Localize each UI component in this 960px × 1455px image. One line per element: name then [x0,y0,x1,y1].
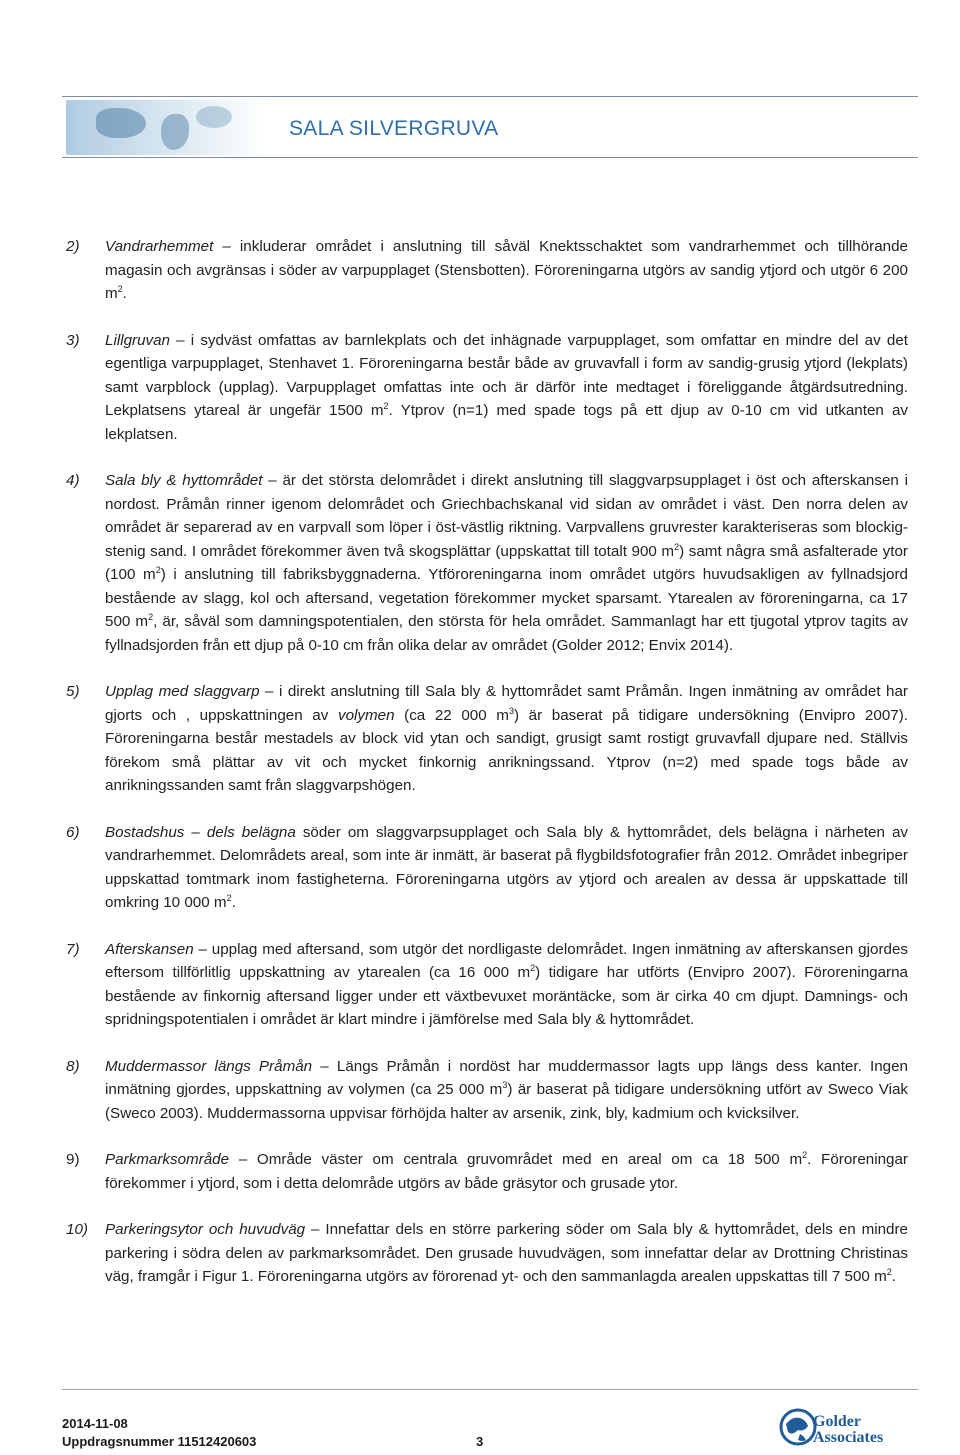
item-text: – Innefattar dels en större parkering söder om Sala bly & hyttområdet, dels en mindre parkering i södra delen av parkmarksområdet. Den grusade huvudvägen, som innefattar delar av Drottning Christinas väg, framgår i Figur 1. Föroreningarna utgörs av förorenad yt- och den sammanlagda arealen uppskattas till 7 500 m [105,1221,908,1285]
item-text: . [891,1268,896,1285]
globe-icon [778,1406,818,1448]
superscript: 2 [117,284,123,294]
item-title: Sala bly & hyttområdet [105,472,263,489]
list-item-6 [66,821,908,915]
list-item-10 [66,1218,908,1289]
item-text: söder om slaggvarpsupplaget och Sala bly & hyttområdet, dels belägna i närheten av vandrarhemmet. Delområdets areal, som inte är inmätt, är baserat på flygbildsfotografier från 2012. Området inbegriper uppskattad tomtmark inom fastigheterna. Föroreningarna utgörs av ytjord och arealen av dessa är uppskattade till omkring 10 000 m [105,823,908,911]
golder-logo [778,1404,908,1450]
footer-rule [62,1389,918,1390]
logo-line-2: Associates [813,1429,884,1446]
map-landmass [196,106,232,128]
item-text: – i sydväst omfattas av barnlekplats och det inhägnade varpupplaget, som omfattar en mindre del av det egentliga varpupplaget, Stenhavet 1. Föroreningarna består både av gruvavfall i form av sandig-grusig ytjord (lekplats) samt varpblock (upplag). Varpupplaget omfattas inte och är därför inte medtaget i föreliggande åtgärdsutredning. Lekplatsens ytareal är ungefär 1500 m [105,331,908,419]
logo-line-1: Golder [813,1413,861,1430]
document-title: SALA SILVERGRUVA [289,117,499,140]
item-title: Vandrarhemmet [105,238,214,255]
item-title: Muddermassor längs Pråmån [105,1057,313,1075]
list-item-2 [66,235,908,306]
item-text: ) är baserat på tidigare undersökning (Envipro 2007). Föroreningarna består mestadels av block vid ytan och sandigt, grusigt samt rostigt gruvavfall djupare ned. Ställvis förekom små plättar av vit och mycket finkornig anrikningssand. Ytprov (n=2) med spade togs både av anrikningssanden samt från slaggvarpshögen. [105,706,908,794]
item-text: ) är baserat på tidigare undersökning utfört av Sweco Viak (Sweco 2003). Muddermassorna uppvisar förhöjda halter av arsenik, zink, bly, kadmium och kvicksilver. [105,1081,908,1122]
item-text: – är det största delområdet i direkt anslutning till slaggvarpsupplaget i öst och afterskansen i nordost. Pråmån rinner igenom delområdet och Griechbachskanal vid sidan av området i väst. Den norra delen av området är separerad av en varpvall som löper i öst-västlig riktning. Varpvallens gruvrester karakteriseras som blockig-stenig sand. I området förekommer även två skogsplättar (uppskattat till totalt 900 m [105,472,908,560]
superscript: 2 [530,963,536,973]
assignment-number: Uppdragsnummer 11512420603 [62,1434,257,1449]
item-number: 4) [66,472,80,489]
item-number: 5) [66,683,80,700]
header-rule-bottom [62,157,918,158]
superscript: 2 [226,893,232,903]
item-text: . [122,285,127,302]
list-item-8 [66,1055,908,1126]
superscript: 2 [674,541,680,552]
superscript: 3 [508,705,514,716]
item-number: 10) [66,1221,88,1238]
superscript: 2 [802,1150,808,1160]
item-text: – inkluderar området i anslutning till såväl Knektsschaktet som vandrarhemmet och tillhörande magasin och avgränsas i söder av varpupplaget (Stensbotten). Föroreningarna utgörs av sandig ytjord och utgör 6 200 m [105,238,908,302]
item-text: – upplag med aftersand, som utgör det nordligaste delområdet. Ingen inmätning av afterskansen gjordes eftersom tillförlitlig uppskattning av ytarealen (ca 16 000 m [105,940,908,981]
document-body [66,235,908,1289]
list-item-3 [66,329,908,447]
logo-text [813,1414,883,1446]
list-item-4 [66,469,908,657]
list-item-7 [66,938,908,1032]
list-item-9 [66,1148,908,1195]
superscript: 2 [886,1267,892,1277]
page-number: 3 [476,1434,484,1449]
item-title: Parkmarksområde [105,1151,230,1168]
map-landmass [161,114,189,150]
item-text: – Längs Pråmån i nordöst har muddermassor lagts upp längs dess kanter. Ingen inmätning gjordes, uppskattning av volymen (ca 25 000 m [105,1057,908,1098]
item-text: . Föroreningar förekommer i ytjord, som i detta delområde utgörs av både gräsytor och grusade ytor. [105,1151,908,1192]
item-title: Lillgruvan [105,331,171,349]
item-text: ) samt några små asfalterade ytor (100 m [105,542,908,583]
item-number: 6) [66,823,80,841]
item-number: 3) [66,331,80,349]
item-text: (ca 22 000 m [394,706,509,724]
item-text: . Ytprov (n=1) med spade togs på ett djup av 0-10 cm vid utkanten av lekplatsen. [105,402,908,443]
item-text: – i direkt anslutning till Sala bly & hyttområdet samt Pråmån. Ingen inmätning av området har gjorts och , uppskattningen av [105,683,908,724]
header-rule-top [62,96,918,97]
footer-date: 2014-11-08 [62,1416,128,1431]
item-emphasis: volymen [337,706,395,724]
item-title: Parkeringsytor och huvudväg [105,1221,306,1238]
map-landmass [96,108,146,138]
superscript: 2 [383,401,389,411]
superscript: 3 [502,1080,508,1090]
item-title: Upplag med slaggvarp [105,683,260,700]
superscript: 2 [155,565,161,575]
world-map-banner [66,100,266,155]
item-text: . [231,894,236,911]
superscript: 2 [148,612,154,622]
item-number: 7) [66,940,80,958]
item-title: Bostadshus – dels belägna [105,823,296,841]
item-text: , är, såväl som damningspotentialen, den största för hela området. Sammanlagt har ett tjugotal ytprov tagits av fyllnadsjorden från ett djup på 0-10 cm från olika delar av området (Golder 2012; Envix 2014). [105,613,908,654]
item-text: ) i anslutning till fabriksbyggnaderna. Ytföroreningarna inom området utgörs huvudsakligen av fyllnadsjord bestående av slagg, kol och aftersand, vegetation förekommer mycket sparsamt. Ytarealen av föroreningarna, ca 17 500 m [105,566,908,630]
item-text: – Område väster om centrala gruvområdet med en areal om ca 18 500 m [229,1151,803,1168]
list-item-5 [66,680,908,798]
item-title: Afterskansen [105,940,194,958]
item-number: 2) [66,238,80,255]
item-number: 8) [66,1057,80,1075]
item-text: ) tidigare har utförts (Envipro 2007). Föroreningarna bestående av finkornig aftersand ligger under ett växtbevuxet moräntäcke, som är cirka 40 cm djupt. Damnings- och spridningspotentialen i området är klart mindre i jämförelse med Sala bly & hyttområdet. [105,964,908,1028]
item-number: 9) [66,1151,80,1168]
